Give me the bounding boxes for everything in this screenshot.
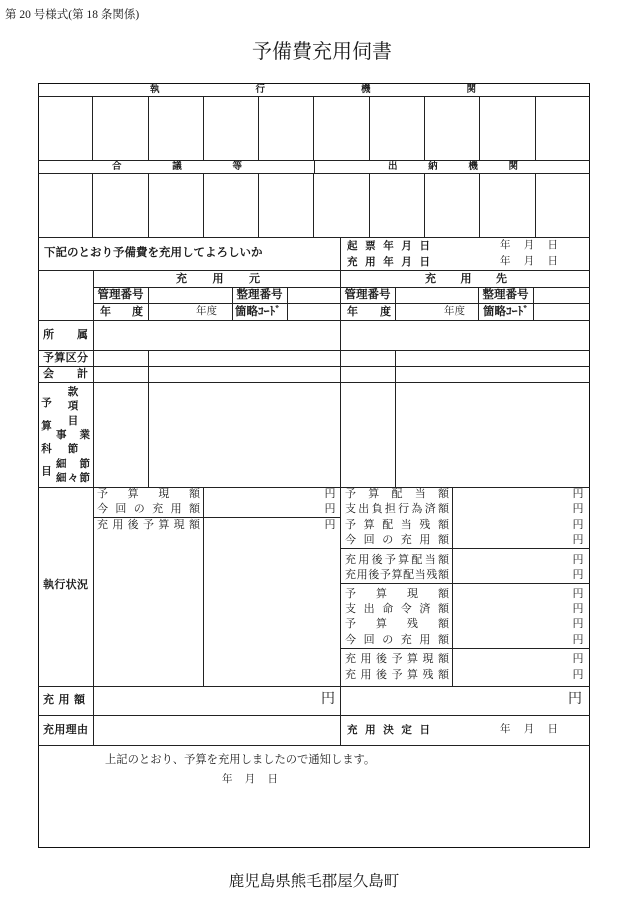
dest-committed-label: 支出負担行為済額 xyxy=(345,503,449,515)
department-label: 所 属 xyxy=(43,329,88,341)
stamp-box xyxy=(92,96,147,160)
yen-unit: 円 xyxy=(572,554,584,566)
stamp-box xyxy=(369,173,424,237)
treasury-header: 出 納 機 関 xyxy=(388,161,518,172)
table-rule xyxy=(314,160,315,173)
dest-after-budget-remaining-label: 充 用 後 予 算 残 額 xyxy=(345,669,449,681)
table-rule xyxy=(395,350,396,487)
reason-label: 充用理由 xyxy=(43,724,88,736)
yen-unit: 円 xyxy=(572,634,584,646)
table-rule xyxy=(38,715,590,716)
destination-ref-no-label: 整理番号 xyxy=(482,289,529,301)
yen-unit: 円 xyxy=(572,503,584,515)
source-current-use-label: 今 回 の 充 用 額 xyxy=(97,503,200,515)
dest-current-use-label-2: 今 回 の 充 用 額 xyxy=(345,634,449,646)
use-date-label: 充 用 年 月 日 xyxy=(347,256,430,268)
stamp-box xyxy=(369,96,424,160)
table-rule xyxy=(38,270,590,271)
dest-after-budget-amount-label: 充 用 後 予 算 現 額 xyxy=(345,653,449,665)
dest-budget-remaining-label: 予 算 残 額 xyxy=(345,618,449,630)
request-text: 下記のとおり予備費を充用してよろしいか xyxy=(44,247,263,259)
budget-item-label: 予算科目 xyxy=(40,397,52,476)
yen-unit: 円 xyxy=(572,519,584,531)
notice-text: 上記のとおり、予算を充用しましたので通知します。 xyxy=(105,754,376,766)
execution-status-label: 執行状況 xyxy=(43,579,88,591)
yen-unit: 円 xyxy=(572,588,584,600)
stamp-box xyxy=(148,173,203,237)
stamp-box xyxy=(313,173,368,237)
dest-allocation-label: 予 算 配 当 額 xyxy=(345,488,449,500)
decision-date-label: 充 用 決 定 日 xyxy=(347,724,430,736)
stamp-box xyxy=(92,173,147,237)
table-rule xyxy=(148,287,149,320)
table-rule xyxy=(395,287,396,320)
table-rule xyxy=(340,237,341,745)
source-budget-amount-label: 予 算 現 額 xyxy=(97,488,200,500)
form-number: 第 20 号様式(第 18 条関係) xyxy=(5,9,140,21)
use-date-value: 年 月 日 xyxy=(500,256,558,267)
table-rule xyxy=(340,648,590,649)
stamp-box xyxy=(424,96,479,160)
dest-after-allocation-remaining-label: 充用後予算配当残額 xyxy=(345,569,449,581)
source-after-use-label: 充 用 後 予 算 現 額 xyxy=(97,519,200,531)
dest-allocation-remaining-label: 予 算 配 当 残 額 xyxy=(345,519,449,531)
yen-unit: 円 xyxy=(572,618,584,630)
table-rule xyxy=(38,350,590,351)
yen-unit: 円 xyxy=(572,569,584,581)
destination-mgmt-no-label: 管理番号 xyxy=(344,289,391,301)
stamp-box xyxy=(203,173,258,237)
dest-payment-ordered-label: 支 出 命 令 済 額 xyxy=(345,603,449,615)
draft-date-label: 起 票 年 月 日 xyxy=(347,240,430,252)
table-rule xyxy=(452,487,453,686)
source-amount-yen: 円 xyxy=(321,692,335,707)
budget-level-setsu: 節 xyxy=(67,443,79,456)
decision-date-value: 年 月 日 xyxy=(500,724,558,735)
budget-category-label: 予算区分 xyxy=(43,352,88,364)
budget-level-kan: 款 xyxy=(67,386,79,398)
budget-item-levels xyxy=(56,386,90,484)
table-rule xyxy=(38,237,590,238)
dest-budget-amount-label: 予 算 現 額 xyxy=(345,588,449,600)
budget-level-jigyo: 事 業 xyxy=(56,428,90,441)
yen-unit: 円 xyxy=(572,488,584,500)
stamp-box xyxy=(479,96,534,160)
document-title: 予備費充用伺書 xyxy=(252,41,392,63)
yen-unit: 円 xyxy=(572,653,584,665)
dest-current-use-label: 今 回 の 充 用 額 xyxy=(345,534,449,546)
account-label: 会 計 xyxy=(43,368,88,380)
yen-unit: 円 xyxy=(572,669,584,681)
yen-unit: 円 xyxy=(572,603,584,615)
destination-header: 充 用 先 xyxy=(425,273,507,285)
destination-fiscal-year-label: 年 度 xyxy=(347,306,391,318)
table-rule xyxy=(38,382,590,383)
council-header: 合 議 等 xyxy=(112,161,242,172)
executive-header: 執 行 機 関 xyxy=(150,84,476,95)
table-rule xyxy=(148,350,149,487)
issuer-name: 鹿児島県熊毛郡屋久島町 xyxy=(228,873,400,890)
budget-level-kou: 項 xyxy=(67,400,79,413)
table-rule xyxy=(38,320,590,321)
stamp-box xyxy=(38,173,92,237)
table-rule xyxy=(38,366,590,367)
notice-date: 年 月 日 xyxy=(222,774,278,785)
yen-unit: 円 xyxy=(324,519,336,531)
stamp-box xyxy=(148,96,203,160)
destination-fiscal-year-unit: 年度 xyxy=(444,306,465,317)
table-rule xyxy=(340,583,590,584)
stamp-box xyxy=(535,96,590,160)
yen-unit: 円 xyxy=(572,534,584,546)
source-fiscal-year-unit: 年度 xyxy=(196,306,217,317)
budget-level-saisetsu: 細 節 xyxy=(56,457,90,470)
draft-date-value: 年 月 日 xyxy=(500,240,558,251)
budget-level-saisaisetsu: 細々節 xyxy=(56,471,90,484)
table-rule xyxy=(203,487,204,686)
source-ref-no-label: 整理番号 xyxy=(236,289,283,301)
stamp-box xyxy=(313,96,368,160)
table-rule xyxy=(38,745,590,746)
stamp-box xyxy=(203,96,258,160)
source-fiscal-year-label: 年 度 xyxy=(100,306,143,318)
source-mgmt-no-label: 管理番号 xyxy=(97,289,144,301)
destination-code-label: 箇略ｺｰﾄﾞ xyxy=(483,306,529,318)
yen-unit: 円 xyxy=(324,488,336,500)
stamp-box xyxy=(424,173,479,237)
council-treasury-stamp-boxes xyxy=(38,173,590,237)
source-header: 充 用 元 xyxy=(176,273,260,285)
dest-after-allocation-label: 充用後予算配当額 xyxy=(345,554,449,566)
stamp-box xyxy=(479,173,534,237)
budget-level-moku: 目 xyxy=(67,414,79,427)
table-rule xyxy=(287,287,288,320)
stamp-box xyxy=(258,96,313,160)
table-rule xyxy=(38,686,590,687)
stamp-box xyxy=(535,173,590,237)
stamp-box xyxy=(258,173,313,237)
table-rule xyxy=(533,287,534,320)
table-rule xyxy=(340,548,590,549)
amount-label: 充 用 額 xyxy=(43,694,85,706)
executive-stamp-boxes xyxy=(38,96,590,160)
stamp-box xyxy=(38,96,92,160)
source-code-label: 箇略ｺｰﾄﾞ xyxy=(235,306,281,318)
yen-unit: 円 xyxy=(324,503,336,515)
table-rule xyxy=(93,270,94,745)
destination-amount-yen: 円 xyxy=(568,692,582,707)
